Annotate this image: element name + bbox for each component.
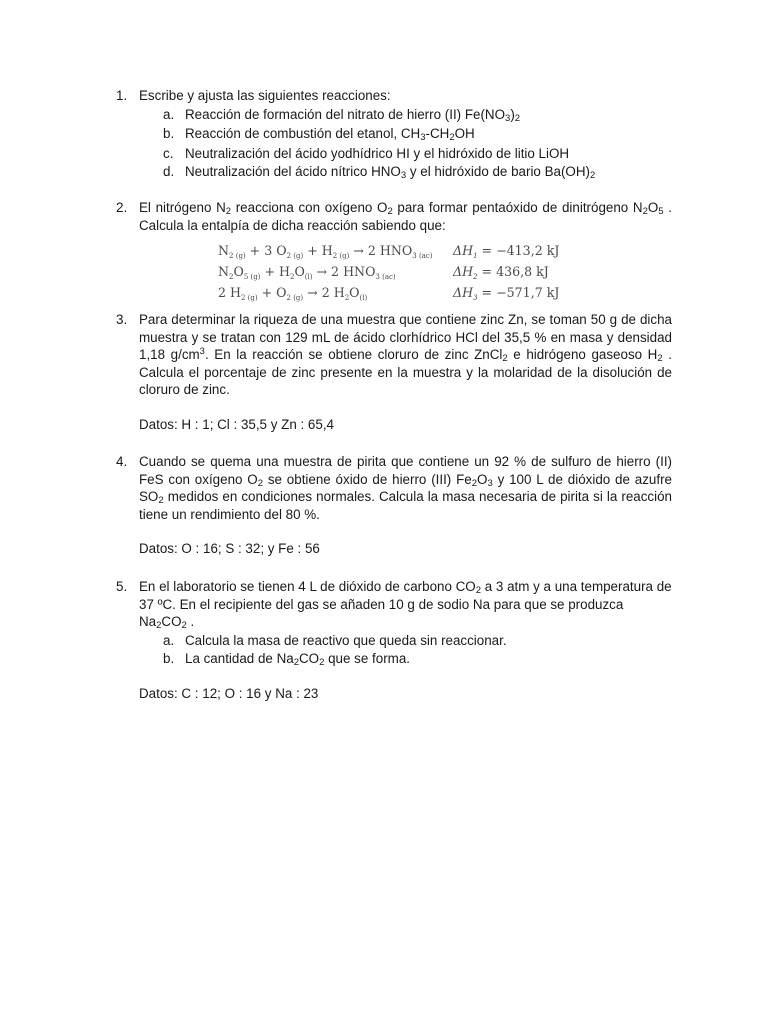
item-letter: a.: [163, 632, 175, 648]
question-text: Cuando se quema una muestra de pirita que contiene un 92 % de sulfuro de hierro (II) FeS con oxígeno $O_2$ se obtiene óxido de hierro (III) $Fe_2O_3$ y 100 L de dióxido de azufre $SO_2$ medidos en condiciones normales. Calcula la masa necesaria de pirita si la reacción tiene un rendimiento del 80 %.: [139, 454, 672, 522]
equations-block: [218, 242, 558, 304]
list-item: a. Calcula la masa de reactivo que queda sin reaccionar.: [163, 632, 507, 648]
equation-3: 2 $H_{2 (g)} + O_{2 (g)} \to 2$ $H_2O_{(l)}$ $\Delta H_3 = -571,7$ kJ: [218, 285, 560, 302]
question-text: Para determinar la riqueza de una muestra que contiene zinc Zn, se toman 50 g de dicha muestra y se tratan con 129 mL de ácido clorhídrico HCl del 35,5 % en masa y densidad 1,18 $g/cm^3$. En la reacción se obtiene cloruro de zinc ZnCl$_2$ e hidrógeno gaseoso $H_2$ . Calcula el porcentaje de zinc presente en la muestra y la molaridad de la disolución de cloruro de zinc.: [139, 312, 672, 398]
enthalpy-value: $\Delta H_3 = -571,7$ kJ: [453, 285, 560, 302]
enthalpy-value: $\Delta H_1 = -413,2$ kJ: [453, 243, 560, 260]
equation-2: $N_2O_{5 (g)} + H_2O_{(l)} \to 2$ $HNO_{3 (ac)}$ $\Delta H_2 = 436,8$ kJ: [218, 264, 549, 281]
enthalpy-value: $\Delta H_2 = 436,8$ kJ: [453, 264, 549, 281]
equation-1: $N_{2 (g)} + 3$ $O_{2 (g)} + H_{2 (g)} \to 2$ $HNO_{3 (ac)}$ $\Delta H_1 = -413,2$ kJ: [218, 243, 560, 260]
list-item: c. Neutralización del ácido yodhídrico HI y el hidróxido de litio LiOH: [163, 145, 570, 161]
question-4: [116, 453, 672, 558]
question-1: [116, 87, 672, 182]
question-3: [116, 311, 672, 434]
question-number: 1.: [116, 88, 128, 103]
question-number: 5.: [116, 579, 128, 594]
list-item: b. La cantidad de $Na_2CO_2$ que se forma.: [163, 651, 410, 669]
item-letter: b.: [163, 126, 175, 142]
question-text: Escribe y ajusta las siguientes reacciones:: [139, 88, 391, 103]
question-number: 3.: [116, 312, 128, 327]
data-line: Datos: C : 12; O : 16 y Na : 23: [139, 685, 319, 701]
question-2: 2. El nitrógeno $N_2$ reacciona con oxígeno $O_2$ para formar pentaóxido de dinitrógeno $N_2O_5$ . Calcula la entalpía de dicha reacción sabiendo que:: [116, 200, 672, 233]
item-letter: d.: [163, 164, 175, 180]
question-number: 4.: [116, 454, 128, 469]
item-letter: b.: [163, 651, 175, 667]
data-line: Datos: H : 1; Cl : 35,5 y Zn : 65,4: [139, 416, 334, 432]
question-text: En el laboratorio se tienen 4 L de dióxido de carbono $CO_2$ a 3 atm y a una temperatura de 37 ºC. En el recipiente del gas se añaden 10 g de sodio Na para que se produzca $Na_2CO_2$ .: [139, 579, 672, 632]
list-item: d. Neutralización del ácido nítrico $HNO_3$ y el hidróxido de bario $Ba(OH)_2$: [163, 164, 596, 182]
question-number: 2.: [116, 200, 128, 215]
question-5: [116, 578, 672, 703]
data-line: Datos: O : 16; S : 32; y Fe : 56: [139, 541, 320, 557]
item-letter: a.: [163, 106, 175, 122]
list-item: a. Reacción de formación del nitrato de hierro (II) $Fe(NO_3)_2$: [163, 106, 521, 124]
item-letter: c.: [163, 145, 174, 161]
list-item: b. Reacción de combustión del etanol, $CH_3-CH_2OH$: [163, 126, 475, 144]
